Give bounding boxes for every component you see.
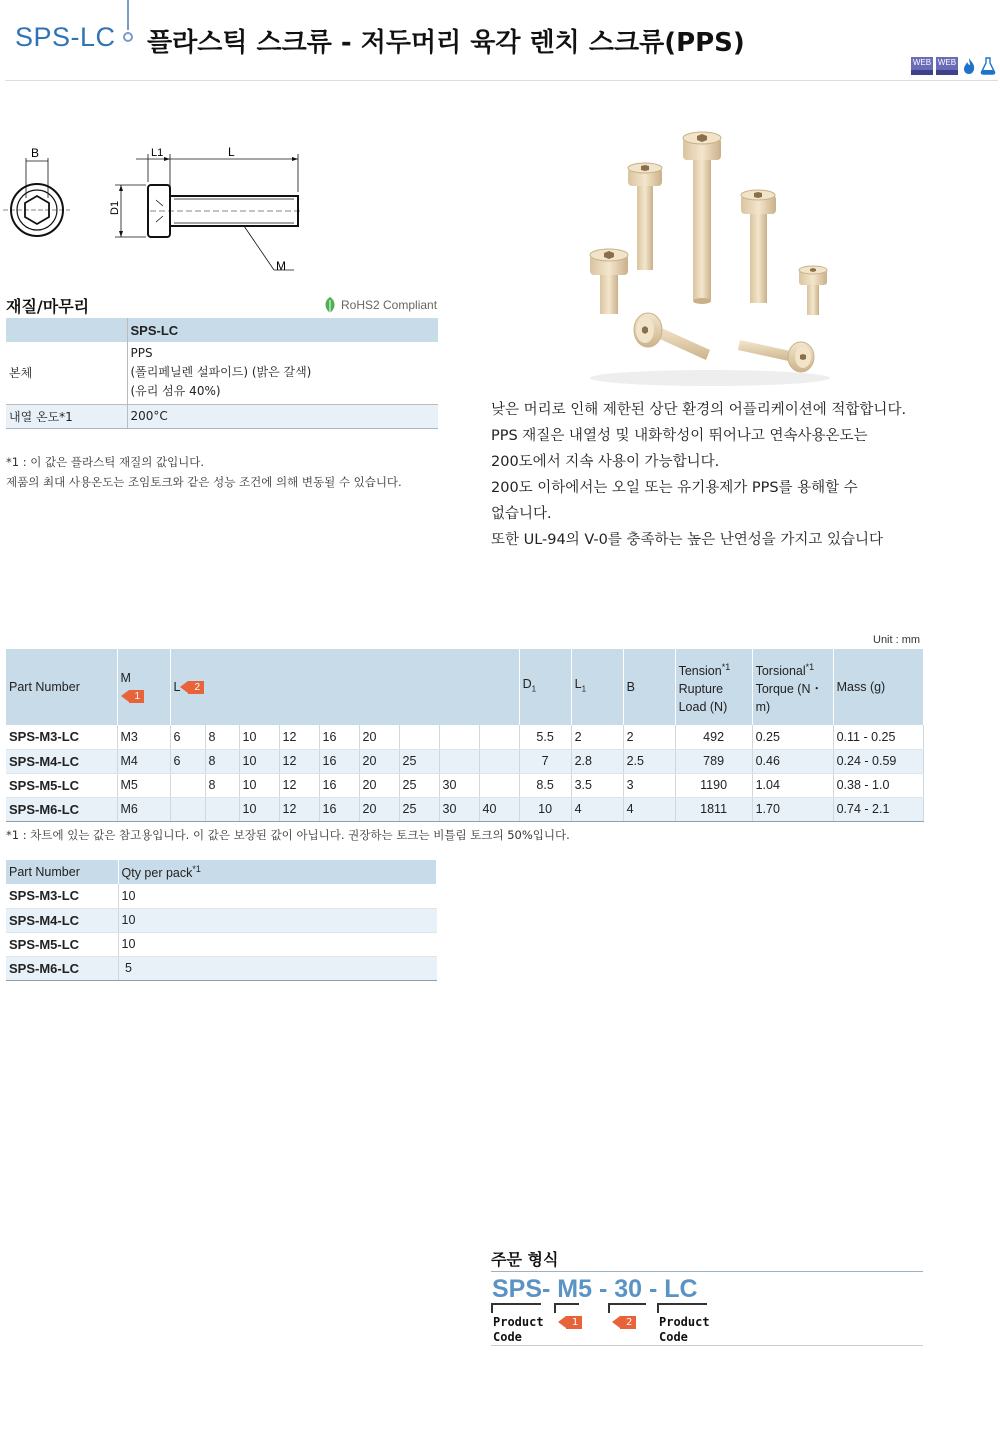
cell-qty-part: SPS-M4-LC (6, 908, 118, 932)
screw-photo-tall (683, 132, 721, 304)
cell-l (479, 773, 519, 797)
spec-table (6, 649, 924, 822)
product-photo (560, 120, 860, 390)
cell-d1: 10 (519, 797, 571, 821)
cell-mass: 0.24 - 0.59 (833, 749, 923, 773)
cell-l (479, 725, 519, 749)
col-qty-part: Part Number (6, 860, 118, 884)
order-code-example: SPS- M5 - 30 - LC (492, 1275, 698, 1303)
col-qty: Qty per pack$^{*1}$ (118, 860, 437, 884)
cell-l: 12 (279, 749, 319, 773)
cell-l1: 2 (571, 725, 623, 749)
col-d1: $D_1$ (519, 649, 571, 725)
body-value-line: (유리 섬유 40%) (130, 384, 221, 399)
order-label-left-text: Product Code (493, 1315, 544, 1344)
table-row (6, 884, 437, 908)
cell-l: 16 (319, 773, 359, 797)
spec-table-header (6, 649, 923, 725)
cell-part-number: SPS-M5-LC (6, 773, 117, 797)
product-description (491, 397, 906, 553)
order-label-right-text: Product Code (659, 1315, 710, 1344)
heat-value: 200°C (127, 404, 438, 428)
description-line: 200도에서 지속 사용이 가능합니다. (491, 454, 720, 470)
cell-tension: 789 (675, 749, 752, 773)
product-code-title: SPS-LC (15, 22, 116, 52)
cell-l: 12 (279, 725, 319, 749)
page-header (0, 0, 1000, 82)
screw-photo-lying-left (634, 313, 710, 360)
cell-qty-part: SPS-M5-LC (6, 932, 118, 956)
screw-dimension-diagram (0, 130, 320, 290)
cell-l: 16 (319, 725, 359, 749)
spec-note: *1 : 차트에 있는 값은 참고용입니다. 이 값은 보장된 값이 아닙니다. 권장하는 토크는 비틀림 토크의 50%입니다. (6, 828, 570, 842)
cell-torque: 0.46 (752, 749, 833, 773)
cell-b: 2.5 (623, 749, 675, 773)
flask-icon (980, 57, 996, 75)
cell-qty: 10 (118, 884, 437, 908)
cell-l (399, 725, 439, 749)
material-note-line: 제품의 최대 사용온도는 조임토크와 같은 성능 조건에 의해 변동될 수 있습니다. (6, 475, 402, 489)
material-notes (6, 452, 402, 492)
feature-badges (911, 57, 996, 75)
dim-label-m: M (276, 259, 286, 273)
tag-1: 1 (129, 690, 145, 703)
description-line: 없습니다. (491, 506, 552, 522)
title-divider-dot (123, 32, 133, 42)
col-m: M 1 (117, 649, 170, 725)
cell-qty: 10 (118, 908, 437, 932)
cell-l (170, 773, 205, 797)
material-table (6, 318, 438, 429)
material-section-title: 재질/마무리 (6, 297, 90, 316)
screw-photo-short-left (590, 249, 628, 314)
col-mass: Mass (g) (833, 649, 923, 725)
cell-d1: 8.5 (519, 773, 571, 797)
material-note-line: *1 : 이 값은 플라스틱 재질의 값입니다. (6, 455, 205, 469)
cell-l: 8 (205, 749, 239, 773)
cell-mass: 0.38 - 1.0 (833, 773, 923, 797)
cell-d1: 7 (519, 749, 571, 773)
qty-table-header (6, 860, 437, 884)
flame-icon (961, 57, 977, 75)
cell-l: 10 (239, 725, 279, 749)
screw-photo-small-right (799, 266, 827, 315)
cell-torque: 0.25 (752, 725, 833, 749)
cell-l: 10 (239, 773, 279, 797)
cell-l: 20 (359, 797, 399, 821)
cell-l (439, 749, 479, 773)
web-badge-1: WEB (911, 57, 933, 75)
cell-l (439, 725, 479, 749)
cell-l: 30 (439, 797, 479, 821)
screw-photo-left (628, 163, 662, 270)
cell-b: 3 (623, 773, 675, 797)
cell-l: 8 (205, 725, 239, 749)
order-label-left (491, 1303, 544, 1344)
cell-d1: 5.5 (519, 725, 571, 749)
table-row (6, 749, 923, 773)
col-l: L 2 (170, 649, 519, 725)
order-format-title: 주문 형식 (491, 1250, 559, 1269)
cell-part-number: SPS-M6-LC (6, 797, 117, 821)
unit-label: Unit : mm (873, 634, 921, 646)
cell-l: 6 (170, 725, 205, 749)
side-view-drawing (115, 154, 300, 270)
material-row-body (6, 342, 438, 404)
heat-label: 내열 온도*1 (6, 404, 127, 428)
order-tag-1: 1 (566, 1316, 582, 1329)
cell-qty: 10 (118, 932, 437, 956)
body-value-line: (폴리페닐렌 설파이드) (밝은 갈색) (130, 365, 312, 380)
title-divider-line (127, 0, 129, 30)
cell-l1: 4 (571, 797, 623, 821)
table-row (6, 773, 923, 797)
cell-l: 40 (479, 797, 519, 821)
screw-photo-right (741, 190, 776, 303)
order-tag-2: 2 (620, 1316, 636, 1329)
table-row (6, 932, 437, 956)
dim-label-l1: L1 (151, 147, 164, 159)
table-row (6, 956, 437, 980)
cell-torque: 1.70 (752, 797, 833, 821)
cell-part-number: SPS-M3-LC (6, 725, 117, 749)
order-rule (491, 1271, 923, 1272)
rohs-compliance (322, 296, 437, 314)
cell-m: M6 (117, 797, 170, 821)
cell-l: 30 (439, 773, 479, 797)
table-row (6, 725, 923, 749)
cell-l: 10 (239, 749, 279, 773)
rohs-label: RoHS2 Compliant (341, 298, 438, 312)
cell-l: 12 (279, 797, 319, 821)
description-line: 낮은 머리로 인해 제한된 상단 환경의 어플리케이션에 적합합니다. (491, 402, 907, 418)
description-line: PPS 재질은 내열성 및 내화학성이 뛰어나고 연속사용온도는 (491, 428, 868, 444)
cell-l: 10 (239, 797, 279, 821)
col-tension: Tension$^{*1}$ Rupture Load (N) (675, 649, 752, 725)
leaf-icon (322, 296, 338, 314)
material-header-label: SPS-LC (130, 322, 179, 338)
cell-tension: 1190 (675, 773, 752, 797)
cell-l: 8 (205, 773, 239, 797)
cell-l: 20 (359, 749, 399, 773)
cell-qty: 5 (118, 956, 437, 980)
dim-label-b: B (31, 146, 40, 160)
cell-l: 20 (359, 725, 399, 749)
page-title: 플라스틱 스크류 - 저두머리 육각 렌치 스크류(PPS) (147, 28, 745, 58)
dim-label-d1: D1 (109, 200, 121, 215)
cell-part-number: SPS-M4-LC (6, 749, 117, 773)
header-rule (5, 80, 998, 81)
cell-mass: 0.11 - 0.25 (833, 725, 923, 749)
cell-l (170, 797, 205, 821)
cell-qty-part: SPS-M6-LC (6, 956, 118, 980)
body-value-line: PPS (130, 346, 153, 361)
cell-l (479, 749, 519, 773)
description-line: 또한 UL-94의 V-0를 충족하는 높은 난연성을 가지고 있습니다 (491, 532, 884, 548)
order-bottom-rule (491, 1345, 923, 1346)
col-torsional: Torsional$^{*1}$ Torque (N・m) (752, 649, 833, 725)
cell-m: M3 (117, 725, 170, 749)
cell-l1: 2.8 (571, 749, 623, 773)
body-value (127, 342, 438, 404)
cell-l: 25 (399, 749, 439, 773)
web-badge-2: WEB (936, 57, 958, 75)
material-table-header (6, 318, 438, 342)
col-l1: $L_1$ (571, 649, 623, 725)
dim-label-l: L (228, 145, 235, 159)
material-row-heat (6, 404, 438, 428)
cell-l: 25 (399, 797, 439, 821)
description-line: 200도 이하에서는 오일 또는 유기용제가 PPS를 용해할 수 (491, 480, 858, 496)
cell-l1: 3.5 (571, 773, 623, 797)
screw-photo-lying-right (738, 340, 814, 372)
body-label: 본체 (6, 342, 127, 404)
table-row (6, 908, 437, 932)
cell-mass: 0.74 - 2.1 (833, 797, 923, 821)
cell-l: 25 (399, 773, 439, 797)
cell-tension: 1811 (675, 797, 752, 821)
order-label-right (657, 1303, 710, 1344)
cell-l: 6 (170, 749, 205, 773)
qty-table (6, 860, 437, 981)
cell-b: 4 (623, 797, 675, 821)
cell-l: 16 (319, 797, 359, 821)
front-view-drawing (3, 158, 70, 236)
col-part-number: Part Number (6, 649, 117, 725)
table-row (6, 797, 923, 821)
cell-m: M5 (117, 773, 170, 797)
cell-l: 16 (319, 749, 359, 773)
cell-l: 12 (279, 773, 319, 797)
cell-tension: 492 (675, 725, 752, 749)
cell-torque: 1.04 (752, 773, 833, 797)
cell-l (205, 797, 239, 821)
cell-m: M4 (117, 749, 170, 773)
cell-l: 20 (359, 773, 399, 797)
material-header-empty (6, 318, 127, 342)
photo-shadow (590, 370, 830, 386)
cell-b: 2 (623, 725, 675, 749)
tag-2: 2 (188, 681, 204, 694)
cell-qty-part: SPS-M3-LC (6, 884, 118, 908)
col-b: B (623, 649, 675, 725)
